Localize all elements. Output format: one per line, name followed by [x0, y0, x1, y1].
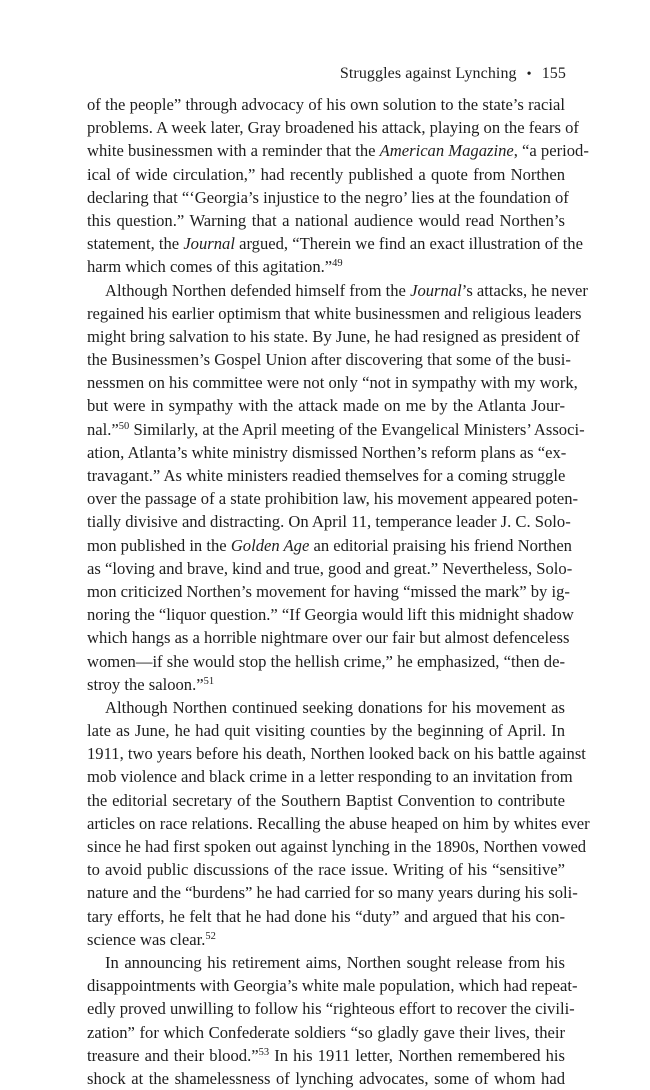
text-line: mon criticized Northen’s movement for having “missed the mark” by ig-: [87, 581, 570, 601]
text-line: [87, 1044, 565, 1067]
text-line: [87, 279, 588, 302]
text-run: Although Northen defended himself from the: [105, 280, 411, 300]
text-line: [87, 534, 572, 557]
text-line: as “loving and brave, kind and true, good and great.” Nevertheless, Solo-: [87, 558, 573, 578]
italic-title: Journal: [183, 234, 235, 254]
text-line: of the people” through advocacy of his own solution to the state’s racial: [87, 95, 565, 114]
text-line: tially divisive and distracting. On April 11, temperance leader J. C. Solo-: [87, 512, 571, 532]
text-run: science was clear.: [87, 929, 206, 949]
text-run: statement, the: [87, 234, 184, 254]
text-run: mon published in the: [87, 535, 231, 555]
text-line: ical of wide circulation,” had recently published a quote from Northen: [87, 164, 565, 184]
text-line: [87, 673, 565, 696]
text-line: 1911, two years before his death, Northen looked back on his battle against: [87, 744, 586, 764]
text-line: since he had first spoken out against lynching in the 1890s, Northen vowed: [87, 837, 587, 856]
text-line: shock at the shamelessness of lynching advocates, some of whom had: [87, 1068, 565, 1088]
text-line: [87, 255, 565, 278]
text-line: [87, 928, 565, 951]
running-head-separator: •: [526, 67, 532, 82]
text-line: zation” for which Confederate soldiers “so gladly gave their lives, their: [87, 1022, 565, 1042]
text-line: ation, Atlanta’s white ministry dismissed Northen’s reform plans as “ex-: [87, 442, 567, 462]
text-line: problems. A week later, Gray broadened his attack, playing on the fears of: [87, 118, 579, 138]
text-run: argued, “Therein we find an exact illustration of the: [234, 234, 583, 254]
text-run: Similarly, at the April meeting of the Evangelical Ministers’ Associ-: [129, 419, 585, 439]
text-run: stroy the saloon.”: [87, 674, 204, 694]
text-line: articles on race relations. Recalling the abuse heaped on him by whites ever: [87, 813, 590, 833]
text-line: tary efforts, he felt that he had done his “duty” and argued that his con-: [87, 906, 565, 926]
text-line: over the passage of a state prohibition law, his movement appeared poten-: [87, 489, 579, 509]
text-run: , “a period-: [513, 141, 589, 161]
italic-title: American Magazine: [379, 141, 514, 161]
body-text: [87, 93, 590, 1090]
text-line: to avoid public discussions of the race issue. Writing of his “sensitive”: [87, 860, 565, 880]
page-number: 155: [541, 65, 566, 82]
text-line: women—if she would stop the hellish crime,” he emphasized, “then de-: [87, 651, 565, 671]
text-run: white businessmen with a reminder that the: [87, 141, 380, 161]
text-line: declaring that “‘Georgia’s injustice to the negro’ lies at the foundation of: [87, 187, 569, 207]
text-run: ’s attacks, he never: [461, 280, 588, 300]
text-line: Although Northen continued seeking donations for his movement as: [105, 697, 565, 717]
text-line: regained his earlier optimism that white businessmen and religious leaders: [87, 303, 582, 323]
italic-title: Golden Age: [230, 535, 310, 555]
text-line: nature and the “burdens” he had carried for so many years during his soli-: [87, 883, 578, 903]
text-line: the Businessmen’s Gospel Union after discovering that some of the busi-: [87, 350, 571, 370]
text-line: disappointments with Georgia’s white male population, which had repeat-: [87, 976, 578, 996]
text-run: In his 1911 letter, Northen remembered his: [269, 1045, 566, 1065]
footnote-marker: 52: [205, 930, 216, 942]
text-run: harm which comes of this agitation.”: [87, 257, 333, 277]
text-line: but were in sympathy with the attack made on me by the Atlanta Jour-: [87, 396, 565, 416]
text-line: [87, 418, 585, 441]
footnote-marker: 50: [118, 420, 130, 432]
running-head-title: Struggles against Lynching: [339, 65, 517, 82]
text-line: late as June, he had quit visiting counties by the beginning of April. In: [87, 721, 565, 741]
footnote-marker: 49: [332, 258, 343, 270]
text-line: mob violence and black crime in a letter responding to an invitation from: [87, 767, 573, 787]
text-run: treasure and their blood.”: [87, 1045, 259, 1065]
text-line: noring the “liquor question.” “If Georgia would lift this midnight shadow: [87, 605, 574, 625]
text-line: might bring salvation to his state. By June, he had resigned as president of: [87, 326, 580, 346]
text-line: [87, 139, 589, 162]
footnote-marker: 53: [258, 1046, 270, 1058]
italic-title: Journal: [410, 280, 462, 300]
footnote-marker: 51: [203, 675, 215, 687]
text-run: nal.”: [87, 419, 119, 439]
text-line: travagant.” As white ministers readied themselves for a coming struggle: [87, 466, 566, 485]
text-line: which hangs as a horrible nightmare over our fair but almost defenceless: [87, 628, 570, 648]
text-line: [87, 232, 583, 255]
running-head: [340, 64, 566, 85]
text-line: nessmen on his committee were not only “not in sympathy with my work,: [87, 373, 578, 393]
text-line: this question.” Warning that a national audience would read Northen’s: [87, 210, 565, 230]
text-line: In announcing his retirement aims, Northen sought release from his: [105, 952, 565, 972]
text-run: an editorial praising his friend Northen: [309, 535, 572, 555]
text-line: edly proved unwilling to follow his “righteous effort to recover the civili-: [87, 999, 575, 1019]
text-line: the editorial secretary of the Southern Baptist Convention to contribute: [87, 790, 565, 810]
